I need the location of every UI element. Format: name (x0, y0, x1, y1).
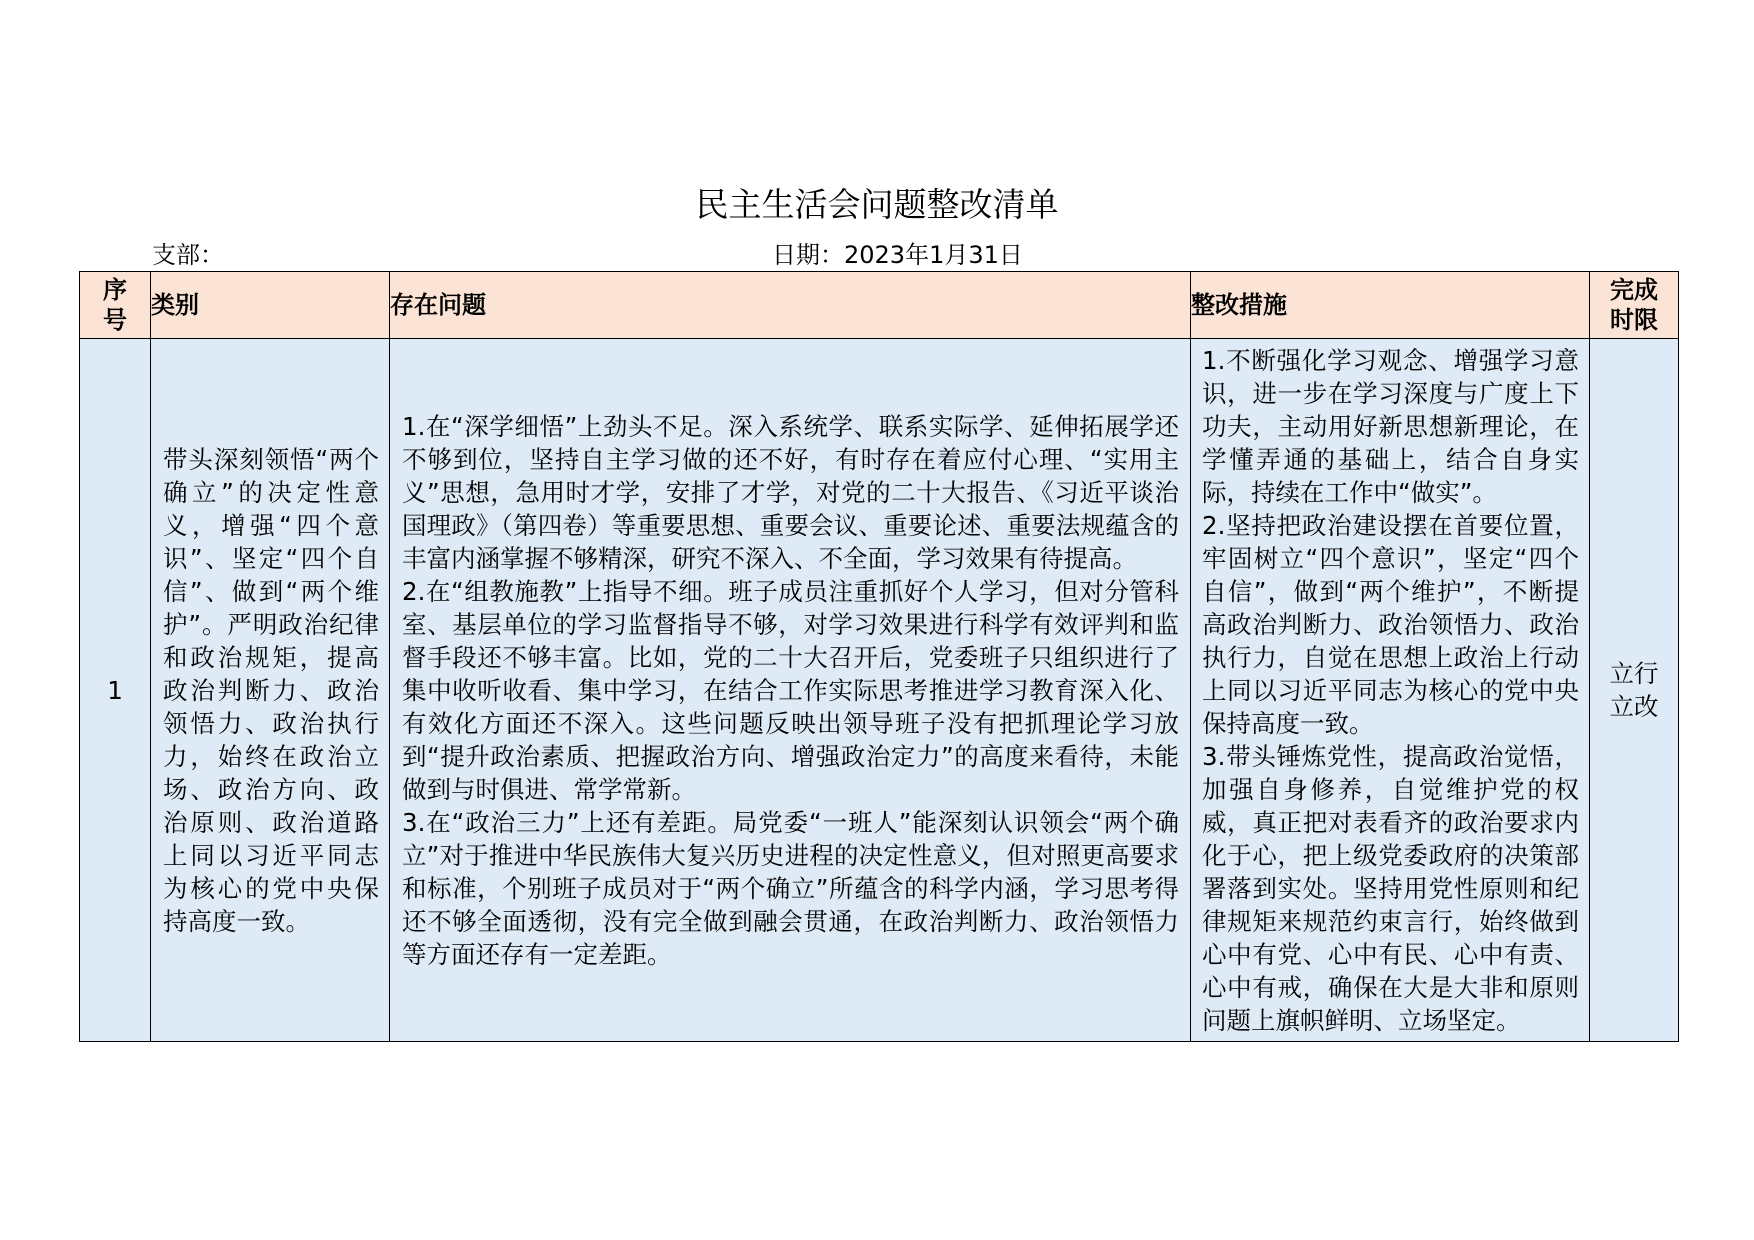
measure-item-3: 3.带头锤炼党性，提高政治觉悟，加强自身修养，自觉维护党的权威，真正把对表看齐的政治要求内化于心，把上级党委政府的决策部署落到实处。坚持用党性原则和纪律规矩来规范约束言行，始终做到心中有党、心中有民、心中有责、心中有戒，确保在大是大非和原则问题上旗帜鲜明、立场坚定。 (1202, 741, 1579, 1035)
header-seq: 序号 (80, 272, 151, 339)
branch-label: 支部： (152, 241, 224, 269)
cell-category: 带头深刻领悟“两个确立”的决定性意义，增强“四个意识”、坚定“四个自信”、做到“两个维护”。严明政治纪律和政治规矩，提高政治判断力、政治领悟力、政治执行力，始终在政治立场、政治方向、政治原则、政治道路上同以习近平同志为核心的党中央保持高度一致。 (151, 339, 390, 1042)
header-problems: 存在问题 (390, 272, 1191, 339)
cell-seq: 1 (80, 339, 151, 1042)
cell-problems (390, 339, 1191, 1042)
cell-measures (1191, 339, 1590, 1042)
header-deadline: 完成时限 (1590, 272, 1679, 339)
date-label: 日期：2023年1月31日 (772, 241, 1023, 269)
rectification-table (79, 271, 1679, 1042)
table-row (80, 339, 1679, 1042)
cell-deadline: 立行立改 (1590, 339, 1679, 1042)
header-category: 类别 (151, 272, 390, 339)
document-title: 民主生活会问题整改清单 (695, 185, 1059, 224)
problem-item-2: 2.在“组教施教”上指导不细。班子成员注重抓好个人学习，但对分管科室、基层单位的学习监督指导不够，对学习效果进行科学有效评判和监督手段还不够丰富。比如，党的二十大召开后，党委班子只组织进行了集中收听收看、集中学习，在结合工作实际思考推进学习教育深入化、有效化方面还不深入。这些问题反映出领导班子没有把抓理论学习放到“提升政治素质、把握政治方向、增强政治定力”的高度来看待，未能做到与时俱进、常学常新。 (402, 576, 1179, 804)
problem-item-1: 1.在“深学细悟”上劲头不足。深入系统学、联系实际学、延伸拓展学还不够到位，坚持自主学习做的还不好，有时存在着应付心理、“实用主义”思想，急用时才学，安排了才学，对党的二十大报告、《习近平谈治国理政》（第四卷）等重要思想、重要会议、重要论述、重要法规蕴含的丰富内涵掌握不够精深，研究不深入、不全面，学习效果有待提高。 (402, 411, 1179, 573)
table-header-row (80, 272, 1679, 339)
problem-item-3: 3.在“政治三力”上还有差距。局党委“一班人”能深刻认识领会“两个确立”对于推进中华民族伟大复兴历史进程的决定性意义，但对照更高要求和标准，个别班子成员对于“两个确立”所蕴含的科学内涵，学习思考得还不够全面透彻，没有完全做到融会贯通，在政治判断力、政治领悟力等方面还存有一定差距。 (402, 807, 1179, 969)
header-measures: 整改措施 (1191, 272, 1590, 339)
measure-item-2: 2.坚持把政治建设摆在首要位置，牢固树立“四个意识”，坚定“四个自信”，做到“两个维护”，不断提高政治判断力、政治领悟力、政治执行力，自觉在思想上政治上行动上同以习近平同志为核心的党中央保持高度一致。 (1202, 510, 1579, 738)
measure-item-1: 1.不断强化学习观念、增强学习意识，进一步在学习深度与广度上下功夫，主动用好新思想新理论，在学懂弄通的基础上，结合自身实际，持续在工作中“做实”。 (1202, 345, 1579, 507)
